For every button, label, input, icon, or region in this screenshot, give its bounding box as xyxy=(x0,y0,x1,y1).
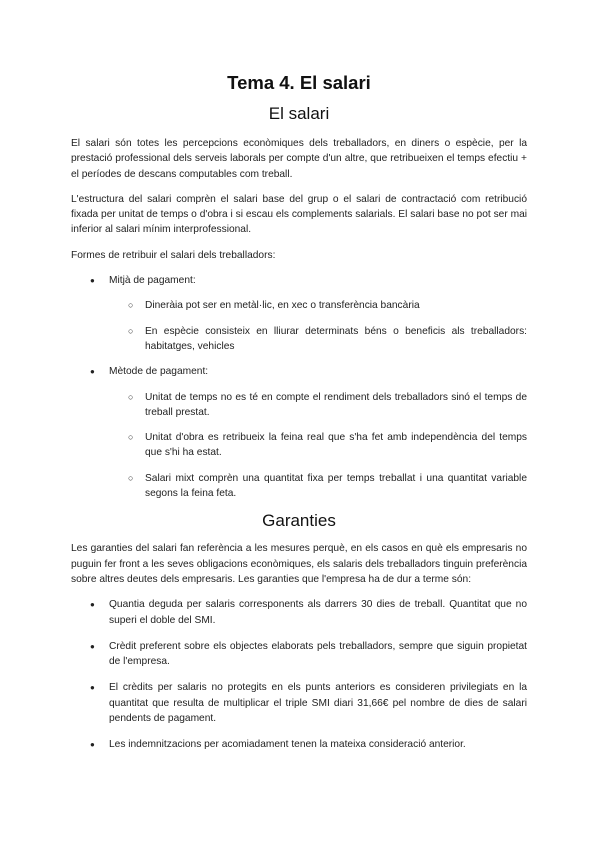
circle-bullet-icon: ○ xyxy=(128,391,134,402)
document-content xyxy=(71,72,527,764)
sublist-payment-means xyxy=(71,298,527,354)
paragraph-garanties: Les garanties del salari fan referència a les mesures perquè, en els casos en què els empresaris no puguin fer front a les seves obligacions econòmiques, els salaris dels treballadors tinguin preferència sobre altres deutes dels empresaris. Les garanties que l'empresa ha de dur a terme són: xyxy=(71,543,527,585)
garanties-list xyxy=(71,597,527,752)
bullet-icon: ● xyxy=(90,683,95,693)
garanties-item: ● Les indemnitzacions per acomiadament tenen la mateixa consideració anterior. xyxy=(71,737,527,752)
sublist-item: ○ Unitat de temps no es té en compte el rendiment dels treballadors sinó el temps de treball prestat. xyxy=(128,391,527,418)
list-item-label: Mètode de pagament: xyxy=(109,366,209,378)
bullet-icon: ● xyxy=(90,367,95,377)
garanties-item: ● El crèdits per salaris no protegits en els punts anteriors es consideren privilegiats en la quantitat que resulta de multiplicar el triple SMI diari 31,66€ pel nombre de dies de salari pendents de pagament. xyxy=(90,682,527,725)
circle-bullet-icon: ○ xyxy=(128,472,134,483)
bullet-icon: ● xyxy=(90,740,95,750)
list-item-payment-means xyxy=(71,273,527,354)
bullet-icon: ● xyxy=(90,600,95,610)
circle-bullet-icon: ○ xyxy=(128,300,134,311)
sublist-item: ○ Dineràia pot ser en metàl·lic, en xec o transferència bancària xyxy=(71,298,527,313)
forms-list xyxy=(71,273,527,501)
garanties-item: ● Quantia deguda per salaris corresponents als darrers 30 dies de treball. Quantitat que no superi el doble del SMI. xyxy=(90,599,527,626)
document-title: Tema 4. El salari xyxy=(227,72,371,93)
sublist-item: ○ Unitat d'obra es retribueix la feina real que s'ha fet amb independència del temps que s'hi ha estat. xyxy=(128,432,527,459)
section-heading-garanties: Garanties xyxy=(262,511,336,531)
circle-bullet-icon: ○ xyxy=(128,432,134,443)
paragraph-structure: L'estructura del salari comprèn el salari base del grup o el salari de contractació com retribució fixada per unitat de temps o d'obra i si escau els complements salarials. El salari base no pot ser mai inferior al salari mínim interprofessional. xyxy=(71,193,527,236)
paragraph-forms-intro: Formes de retribuir el salari dels treballadors: xyxy=(71,249,276,261)
section-heading-salari: El salari xyxy=(268,104,330,123)
bullet-icon: ● xyxy=(90,276,95,286)
list-item-payment-method xyxy=(71,364,527,501)
sublist-item: ○ Salari mixt comprèn una quantitat fixa per temps treballat i una quantitat variable segons la feina feta. xyxy=(128,472,527,500)
paragraph-definition: El salari són totes les percepcions econòmiques dels treballadors, en diners o espècie, per la prestació professional dels serveis laborals per compte d'un altre, que retribueixen el temps efectiu + el períodes de descans computables com treball. xyxy=(71,138,527,180)
bullet-icon: ● xyxy=(90,641,95,651)
circle-bullet-icon: ○ xyxy=(128,325,134,336)
garanties-item: ● Crèdit preferent sobre els objectes elaborats pels treballadors, sempre que siguin propietat de l'empresa. xyxy=(90,640,527,668)
list-item-label: Mitjà de pagament: xyxy=(109,275,196,287)
sublist-payment-method xyxy=(71,390,527,502)
sublist-item: ○ En espècie consisteix en lliurar determinats béns o beneficis als treballadors: habitatges, vehicles xyxy=(128,325,527,352)
